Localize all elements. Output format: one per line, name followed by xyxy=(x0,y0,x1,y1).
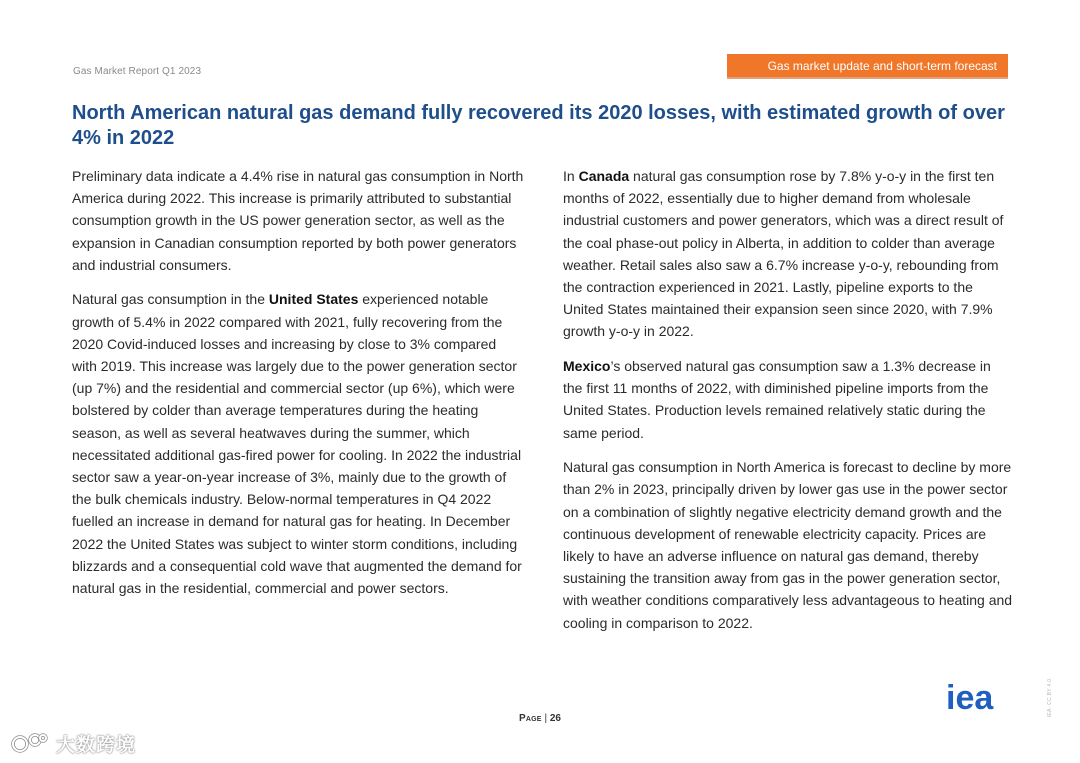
iea-logo-text: iea xyxy=(946,682,994,712)
page-title: North American natural gas demand fully recovered its 2020 losses, with estimated growth of over 4% in 2022 xyxy=(72,102,1005,149)
right-p1-body: natural gas consumption rose by 7.8% y-o-y in the first ten months of 2022, essentially due to higher demand from wholesale industrial customers and power generators, which was a direct result of the coal phase-out policy in Alberta, in addition to colder than average weather. Retail sales also saw a 6.7% increase y-o-y, rebounding from the contraction experienced in 2021. Lastly, pipeline exports to the United States maintained their expansion seen since 2020, with 7.9% growth y-o-y in 2022. xyxy=(563,168,1004,340)
watermark-text: 大数跨境 xyxy=(56,733,137,756)
watermark-logo-icon xyxy=(10,731,50,755)
left-paragraph-1: Preliminary data indicate a 4.4% rise in natural gas consumption in North America during 2022. This increase is primarily attributed to substantial consumption growth in the US power generation sector, as well as the expansion in Canadian consumption reported by both power generators and industrial consumers. xyxy=(72,168,524,273)
right-paragraph-1 xyxy=(563,165,1013,343)
right-p1-intro: In xyxy=(563,168,579,184)
left-column xyxy=(72,165,524,612)
left-p2-body: experienced notable growth of 5.4% in 2022 compared with 2021, fully recovering from the 2020 Covid-induced losses and increasing by close to 3% compared with 2019. This increase was largely due to the power generation sector (up 7%) and the residential and commercial sector (up 6%), which were bolstered by colder than average temperatures during the heating season, as well as several heatwaves during the summer, which necessitated additional gas-fired power for cooling. In 2022 the industrial sector saw a year-on-year increase of 3%, mainly due to the growth of the bulk chemicals industry. Below-normal temperatures in Q4 2022 fuelled an increase in demand for natural gas for heating. In December 2022 the United States was subject to winter storm conditions, including blizzards and a consequential cold wave that augmented the demand for natural gas in the residential, commercial and power sectors. xyxy=(72,291,522,597)
section-tag: Gas market update and short-term forecast xyxy=(727,54,1008,79)
right-paragraph-2 xyxy=(563,355,1013,444)
iea-logo xyxy=(946,682,1008,712)
united-states-term: United States xyxy=(268,291,359,308)
right-paragraph-3: Natural gas consumption in North America is forecast to decline by more than 2% in 2023, principally driven by lower gas use in the power sector on a combination of slightly negative electricity demand growth and the continuous development of renewable electricity capacity. Prices are likely to have an adverse influence on natural gas demand, thereby sustaining the transition away from gas in the power generation sector, with weather conditions comparatively less advantageous to heating and cooling in comparison to 2022. xyxy=(563,459,1013,631)
page-label: Page xyxy=(519,713,542,724)
left-paragraph-2 xyxy=(72,288,524,599)
page-number: 26 xyxy=(549,713,561,724)
license-note: IEA. CC BY 4.0. xyxy=(1047,677,1053,718)
report-name: Gas Market Report Q1 2023 xyxy=(73,66,202,77)
left-p2-intro: Natural gas consumption in the xyxy=(72,291,269,308)
right-column xyxy=(563,165,1013,646)
mexico-term: Mexico xyxy=(563,358,611,375)
right-p2-body: ’s observed natural gas consumption saw a 1.3% decrease in the first 11 months of 2022, with diminished pipeline imports from the United States. Production levels remained relatively static during the same period. xyxy=(563,358,991,441)
page-separator: | xyxy=(544,713,548,724)
page-footer xyxy=(500,713,580,724)
canada-term: Canada xyxy=(578,168,630,184)
watermark xyxy=(10,729,136,757)
